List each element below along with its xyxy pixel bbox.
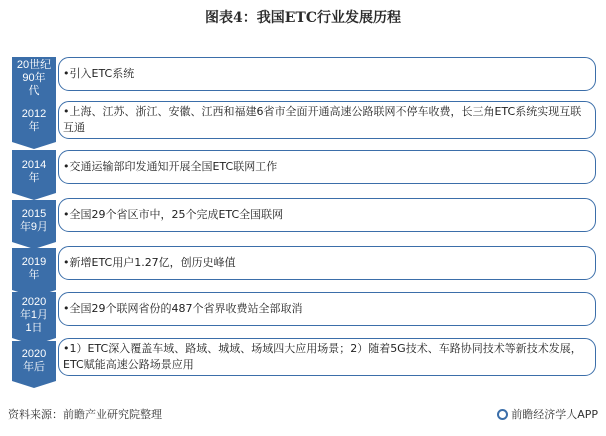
period-marker — [12, 341, 56, 381]
event-box — [58, 292, 596, 326]
event-box — [58, 57, 596, 91]
period-label: 2012 年 — [21, 108, 47, 133]
event-text: •全国29个联网省份的487个省界收费站全部取消 — [63, 302, 303, 315]
qianzhan-logo-icon — [497, 409, 508, 420]
event-text: •1）ETC深入覆盖车域、路域、城域、场域四大应用场景；2）随着5G技术、车路协同技术等新技术发展，ETC赋能高速公路场景应用 — [63, 342, 582, 371]
period-label: 20世纪 90年 代 — [16, 59, 52, 97]
event-text: •引入ETC系统 — [63, 67, 135, 80]
period-marker — [12, 150, 56, 193]
event-text: •交通运输部印发通知开展全国ETC联网工作 — [63, 160, 278, 173]
source-note: 资料来源：前瞻产业研究院整理 — [8, 408, 162, 421]
brand-name: 前瞻经济学人APP — [511, 408, 598, 421]
event-box — [58, 338, 596, 376]
period-label: 2020 年后 — [21, 348, 47, 373]
event-text: •上海、江苏、浙江、安徽、江西和福建6省市全面开通高速公路联网不停车收费，长三角ETC系统实现互联互通 — [63, 105, 582, 134]
event-box — [58, 150, 596, 184]
event-box — [58, 198, 596, 232]
period-label: 2015 年9月 — [19, 208, 49, 233]
event-box — [58, 101, 596, 139]
period-marker — [12, 100, 56, 142]
period-marker — [12, 57, 56, 100]
period-marker — [12, 200, 56, 242]
event-text: •全国29个省区市中，25个完成ETC全国联网 — [63, 208, 284, 221]
event-box — [58, 246, 596, 280]
event-text: •新增ETC用户1.27亿，创历史峰值 — [63, 256, 236, 269]
period-marker — [12, 292, 56, 338]
period-label: 2020 年1月 1日 — [19, 295, 49, 334]
period-label: 2019 年 — [21, 256, 47, 281]
chart-title: 图表4：我国ETC行业发展历程 — [205, 10, 401, 26]
period-marker — [12, 248, 56, 290]
brand-watermark — [497, 406, 598, 422]
period-label: 2014 年 — [21, 158, 47, 184]
